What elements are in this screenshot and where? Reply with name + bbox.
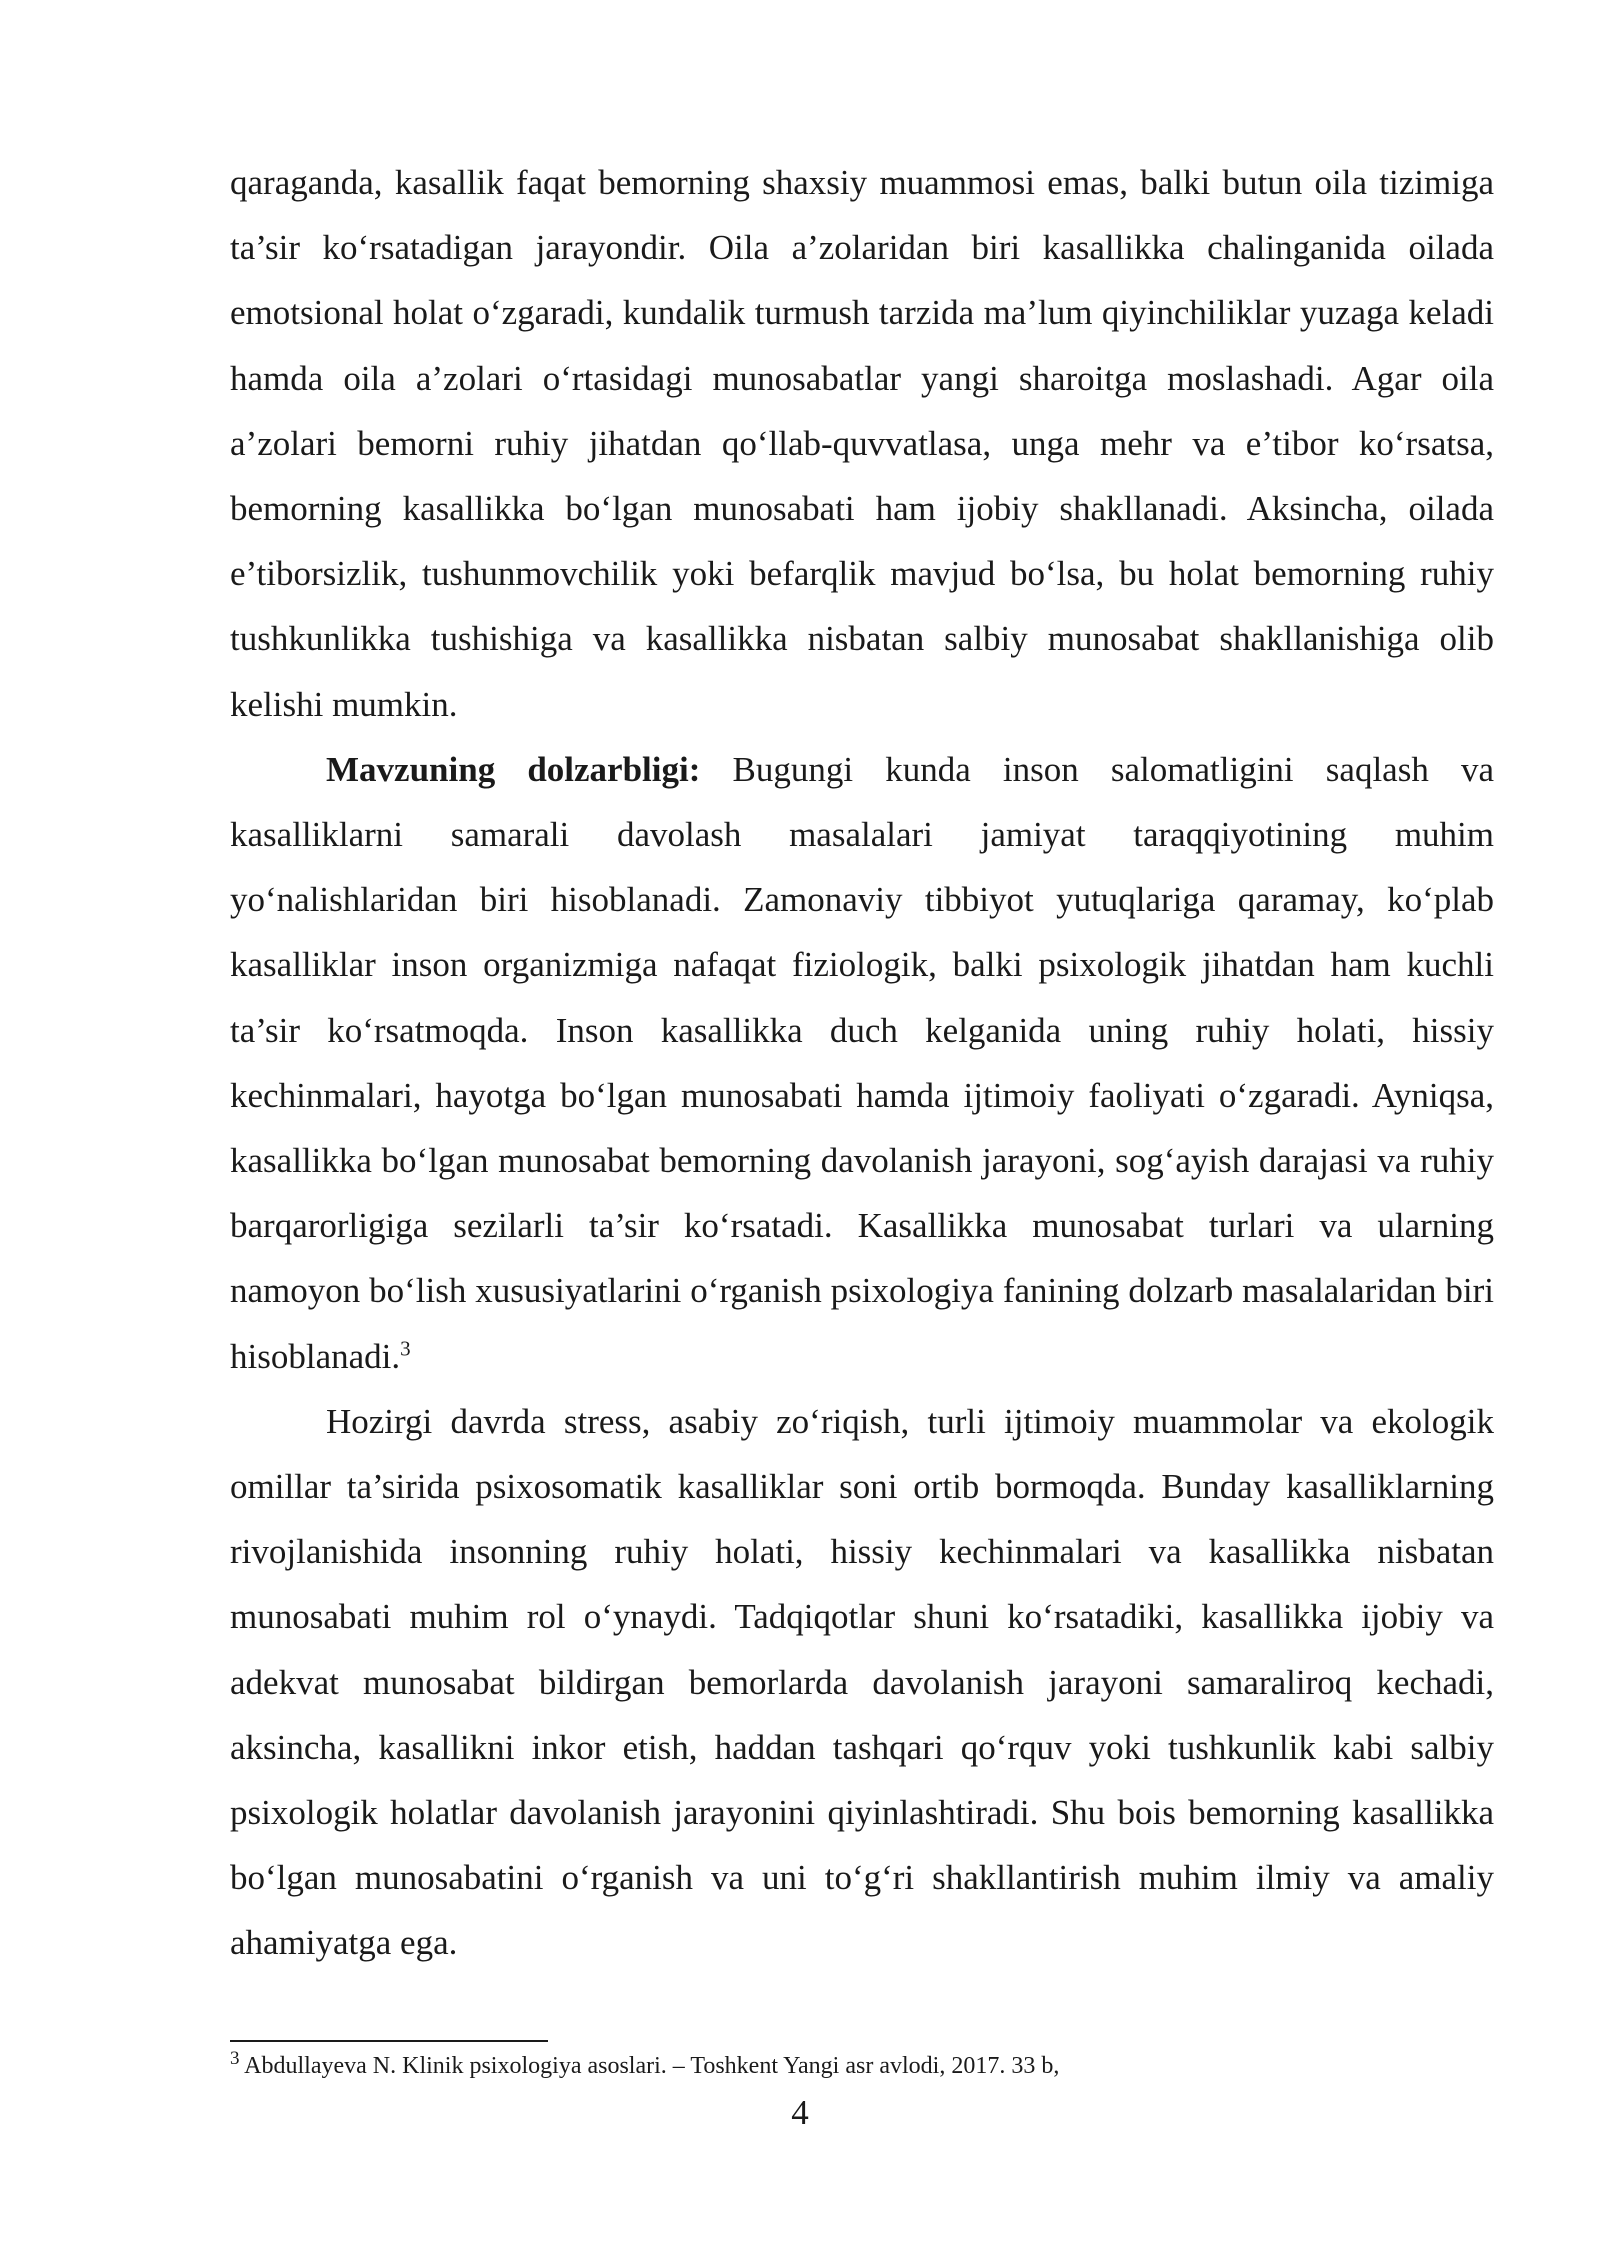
footnote — [230, 2050, 1494, 2082]
paragraph-continuation: qaraganda, kasallik faqat bemorning shaxsiy muammosi emas, balki butun oila tizimiga ta’sir ko‘rsatadigan jarayondir. Oila a’zolaridan biri kasallikka chalinganida oilada emotsional holat o‘zgaradi, kundalik turmush tarzida ma’lum qiyinchiliklar yuzaga keladi hamda oila a’zolari o‘rtasidagi munosabatlar yangi sharoitga moslashadi. Agar oila a’zolari bemorni ruhiy jihatdan qo‘llab-quvvatlasa, unga mehr va e’tibor ko‘rsatsa, bemorning kasallikka bo‘lgan munosabati ham ijobiy shakllanadi. Aksincha, oilada e’tiborsizlik, tushunmovchilik yoki befarqlik mavjud bo‘lsa, bu holat bemorning ruhiy tushkunlikka tushishiga va kasallikka nisbatan salbiy munosabat shakllanishiga olib kelishi mumkin. — [230, 163, 1494, 724]
page-number: 4 — [791, 2093, 809, 2132]
paragraph-relevance-text: Bugungi kunda inson salomatligini saqlash va kasalliklarni samarali davolash masalalari jamiyat taraqqiyotining muhim yo‘nalishlaridan biri hisoblanadi. Zamonaviy tibbiyot yutuqlariga qaramay, ko‘plab kasalliklar inson organizmiga nafaqat fiziologik, balki psixologik jihatdan ham kuchli ta’sir ko‘rsatmoqda. Inson kasallikka duch kelganida uning ruhiy holati, hissiy kechinmalari, hayotga bo‘lgan munosabati hamda ijtimoiy faoliyati o‘zgaradi. Ayniqsa, kasallikka bo‘lgan munosabat bemorning davolanish jarayoni, sog‘ayish darajasi va ruhiy barqarorligiga sezilarli ta’sir ko‘rsatadi. Kasallikka munosabat turlari va ularning namoyon bo‘lish xususiyatlarini o‘rganish psixologiya fanining dolzarb masalalaridan biri hisoblanadi. — [230, 749, 1494, 1376]
body-text — [230, 150, 1494, 1976]
footnote-number: 3 — [230, 2048, 240, 2069]
paragraph-relevance — [230, 737, 1494, 1389]
footnote-reference[interactable]: 3 — [400, 1336, 411, 1360]
footnote-text: Abdullayeva N. Klinik psixologiya asoslari. – Toshkent Yangi asr avlodi, 2017. 33 b, — [239, 2053, 1060, 2079]
footnote-separator — [230, 2040, 548, 2042]
section-heading-relevance: Mavzuning dolzarbligi: — [326, 749, 701, 789]
paragraph-psychosomatic: Hozirgi davrda stress, asabiy zo‘riqish, turli ijtimoiy muammolar va ekologik omillar ta’sirida psixosomatik kasalliklar soni ortib bormoqda. Bunday kasalliklarning rivojlanishida insonning ruhiy holati, hissiy kechinmalari va kasallikka nisbatan munosabati muhim rol o‘ynaydi. Tadqiqotlar shuni ko‘rsatadiki, kasallikka ijobiy va adekvat munosabat bildirgan bemorlarda davolanish jarayoni samaraliroq kechadi, aksincha, kasallikni inkor etish, haddan tashqari qo‘rquv yoki tushkunlik kabi salbiy psixologik holatlar davolanish jarayonini qiyinlashtiradi. Shu bois bemorning kasallikka bo‘lgan munosabatini o‘rganish va uni to‘g‘ri shakllantirish muhim ilmiy va amaliy ahamiyatga ega. — [230, 1401, 1494, 1963]
